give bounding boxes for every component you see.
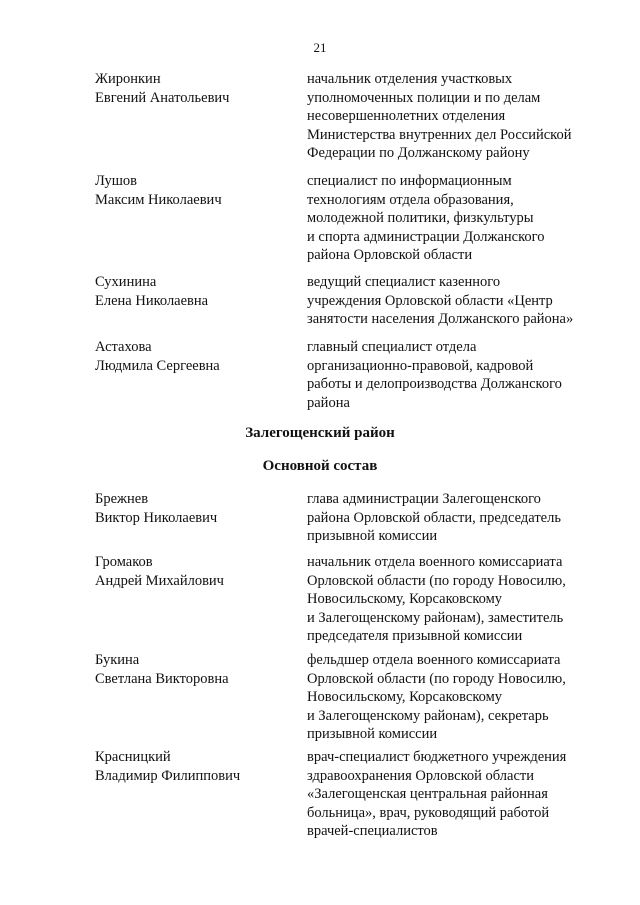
member-given-names: Евгений Анатольевич <box>95 89 230 106</box>
role-line: врач-специалист бюджетного учреждения <box>307 749 567 765</box>
member-role <box>307 338 607 412</box>
member-name <box>95 338 295 375</box>
role-line: уполномоченных полиции и по делам <box>307 89 541 106</box>
member-role <box>307 651 607 744</box>
member-surname: Лушов <box>95 173 137 189</box>
member-name <box>95 651 295 688</box>
member-surname: Жиронкин <box>95 71 161 87</box>
role-line: Новосильскому, Корсаковскому <box>307 591 503 607</box>
member-role <box>307 553 607 646</box>
role-line: района <box>307 394 350 411</box>
role-line: «Залегощенская центральная районная <box>307 786 548 802</box>
role-line: Министерства внутренних дел Российской <box>307 126 572 143</box>
member-surname: Красницкий <box>95 749 171 765</box>
role-line: Орловской области (по городу Новосилю, <box>307 572 566 589</box>
member-role <box>307 70 607 163</box>
member-given-names: Владимир Филиппович <box>95 767 241 784</box>
member-role <box>307 273 607 329</box>
role-line: больница», врач, руководящий работой <box>307 804 550 821</box>
role-line: ведущий специалист казенного <box>307 274 501 290</box>
member-role <box>307 172 607 265</box>
member-given-names: Светлана Викторовна <box>95 670 229 687</box>
member-name <box>95 172 295 209</box>
role-line: Орловской области (по городу Новосилю, <box>307 670 566 687</box>
member-name <box>95 553 295 590</box>
member-given-names: Елена Николаевна <box>95 292 209 309</box>
role-line: несовершеннолетних отделения <box>307 108 506 124</box>
role-line: врачей-специалистов <box>307 823 438 839</box>
role-line: здравоохранения Орловской области <box>307 767 534 784</box>
role-line: главный специалист отдела <box>307 339 477 355</box>
member-surname: Астахова <box>95 339 152 355</box>
member-given-names: Людмила Сергеевна <box>95 357 220 374</box>
member-given-names: Андрей Михайлович <box>95 572 224 589</box>
district-heading: Залегощенский район <box>245 425 395 441</box>
role-line: глава администрации Залегощенского <box>307 491 541 507</box>
role-line: Федерации по Должанскому району <box>307 145 530 161</box>
role-line: фельдшер отдела военного комиссариата <box>307 652 561 668</box>
member-name <box>95 748 295 785</box>
member-given-names: Максим Николаевич <box>95 191 222 208</box>
member-role <box>307 748 607 841</box>
member-role <box>307 490 607 546</box>
composition-subheading: Основной состав <box>262 458 378 474</box>
member-surname: Букина <box>95 652 140 668</box>
role-line: призывной комиссии <box>307 528 438 544</box>
role-line: технологиям отдела образования, <box>307 191 514 208</box>
role-line: работы и делопроизводства Должанского <box>307 376 562 392</box>
role-line: председателя призывной комиссии <box>307 628 523 644</box>
member-name <box>95 490 295 527</box>
role-line: Новосильскому, Корсаковскому <box>307 689 503 705</box>
role-line: района Орловской области, председатель <box>307 509 561 526</box>
role-line: и Залегощенскому районам), заместитель <box>307 609 564 626</box>
role-line: специалист по информационным <box>307 173 512 189</box>
role-line: учреждения Орловской области «Центр <box>307 292 553 309</box>
member-name <box>95 70 295 107</box>
role-line: и Залегощенскому районам), секретарь <box>307 707 549 724</box>
member-given-names: Виктор Николаевич <box>95 509 218 526</box>
role-line: организационно-правовой, кадровой <box>307 357 534 374</box>
member-name <box>95 273 295 310</box>
role-line: начальник отдела военного комиссариата <box>307 554 563 570</box>
role-line: начальник отделения участковых <box>307 71 513 87</box>
role-line: занятости населения Должанского района» <box>307 311 574 327</box>
member-surname: Брежнев <box>95 491 149 507</box>
page-number: 21 <box>313 40 327 55</box>
role-line: призывной комиссии <box>307 726 438 742</box>
role-line: и спорта администрации Должанского <box>307 228 545 245</box>
role-line: молодежной политики, физкультуры <box>307 210 534 226</box>
member-surname: Сухинина <box>95 274 157 290</box>
member-surname: Громаков <box>95 554 153 570</box>
role-line: района Орловской области <box>307 247 473 263</box>
